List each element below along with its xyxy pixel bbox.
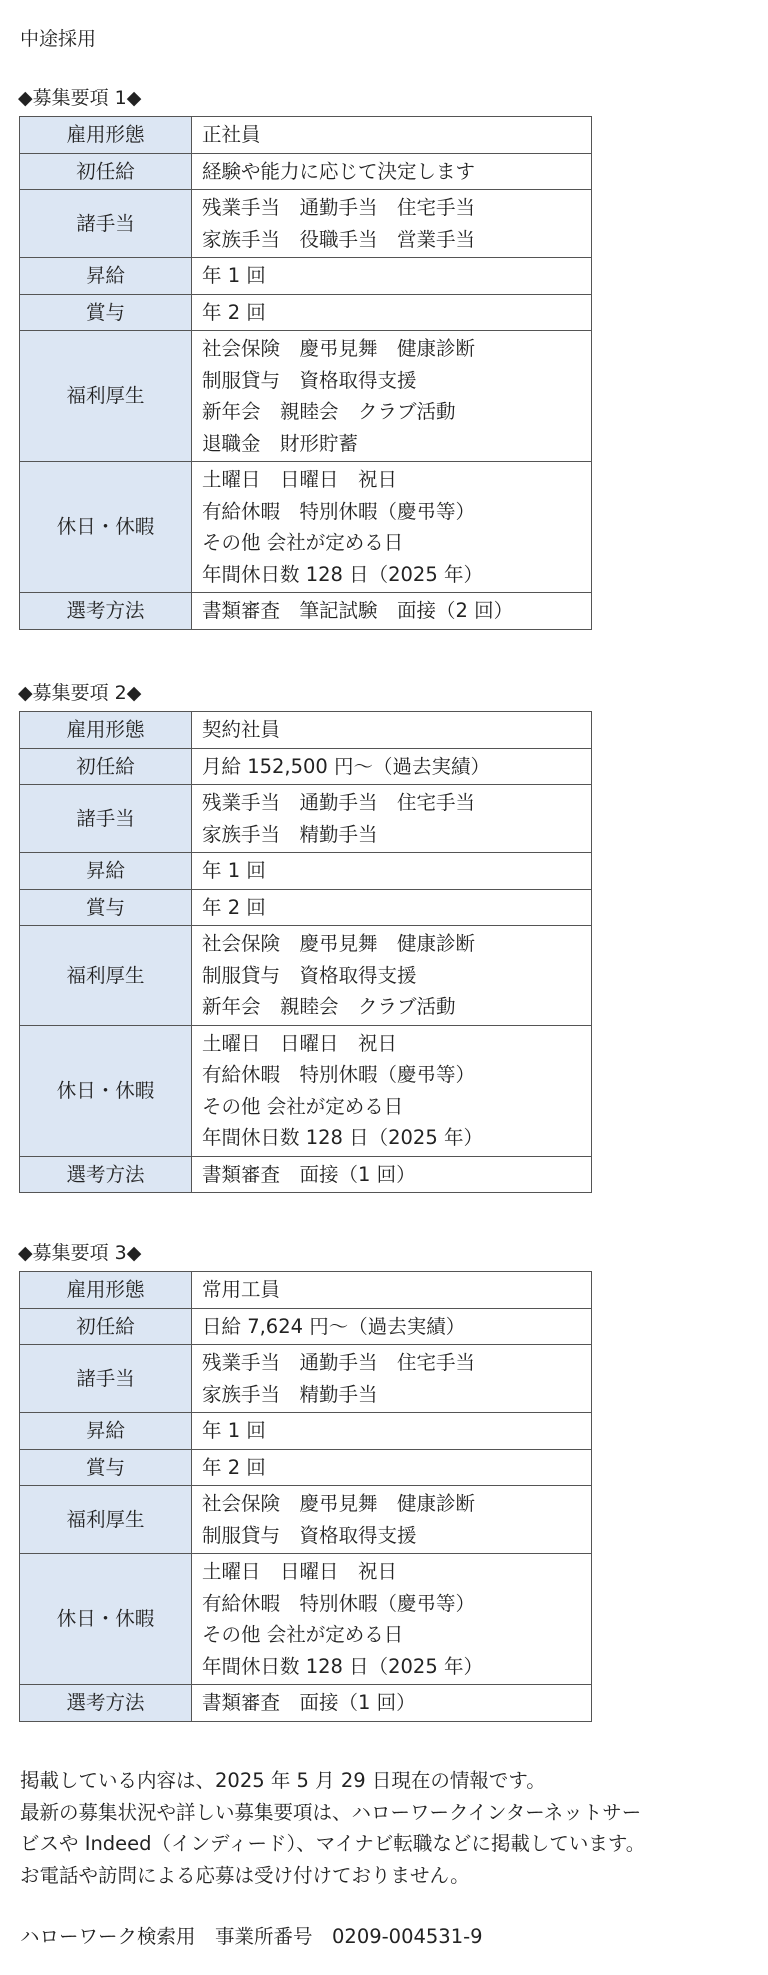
section-title-1: ◆募集要項 1◆ <box>18 87 142 109</box>
row-label: 選考方法 <box>20 1156 192 1193</box>
row-label: 休日・休暇 <box>20 1554 192 1685</box>
value-line: 家族手当 精勤手当 <box>202 822 378 846</box>
notice-line: ビスや Indeed（インディード）、マイナビ転職などに掲載しています。 <box>20 1832 646 1855</box>
row-label: 休日・休暇 <box>20 462 192 593</box>
table-row <box>20 117 592 154</box>
row-label: 昇給 <box>20 853 192 890</box>
table-row <box>20 1308 592 1345</box>
row-label: 休日・休暇 <box>20 1025 192 1156</box>
row-label: 諸手当 <box>20 785 192 853</box>
row-value <box>192 1685 592 1722</box>
notice-text <box>20 1765 645 1891</box>
row-value <box>192 331 592 462</box>
value-line: 年間休日数 128 日（2025 年） <box>202 1126 483 1149</box>
value-line: 契約社員 <box>202 718 281 741</box>
table-row <box>20 712 592 749</box>
value-line: その他 会社が定める日 <box>202 531 404 554</box>
value-line: 正社員 <box>202 123 261 146</box>
row-value <box>192 712 592 749</box>
row-value <box>192 1486 592 1554</box>
row-value <box>192 190 592 258</box>
value-line: 年 2 回 <box>202 300 266 324</box>
table-row <box>20 1486 592 1554</box>
value-line: 制服貸与 資格取得支援 <box>202 1523 417 1547</box>
value-line: 年 2 回 <box>202 1455 266 1479</box>
row-value <box>192 593 592 630</box>
row-value <box>192 462 592 593</box>
section-title-2: ◆募集要項 2◆ <box>18 682 142 704</box>
value-line: 社会保険 慶弔見舞 健康診断 <box>202 932 476 955</box>
table-row <box>20 785 592 853</box>
row-value <box>192 1025 592 1156</box>
row-label: 初任給 <box>20 1308 192 1345</box>
requirements-table-3 <box>19 1271 592 1722</box>
row-value <box>192 153 592 190</box>
row-value <box>192 926 592 1026</box>
value-line: 新年会 親睦会 クラブ活動 <box>202 400 456 423</box>
office-number: ハローワーク検索用 事業所番号 0209-004531-9 <box>20 1925 483 1948</box>
table-row <box>20 1025 592 1156</box>
table-row <box>20 1272 592 1309</box>
row-label: 雇用形態 <box>20 712 192 749</box>
row-value <box>192 1345 592 1413</box>
value-line: 新年会 親睦会 クラブ活動 <box>202 995 456 1018</box>
value-line: 残業手当 通勤手当 住宅手当 <box>202 1351 476 1374</box>
table-row <box>20 1449 592 1486</box>
table-row <box>20 1685 592 1722</box>
row-label: 諸手当 <box>20 1345 192 1413</box>
table-row <box>20 889 592 926</box>
notice-line: お電話や訪問による応募は受け付けておりません。 <box>20 1863 470 1887</box>
row-label: 賞与 <box>20 889 192 926</box>
section-title-3: ◆募集要項 3◆ <box>18 1242 142 1264</box>
value-line: 家族手当 精勤手当 <box>202 1382 378 1406</box>
row-value <box>192 1308 592 1345</box>
row-label: 雇用形態 <box>20 117 192 154</box>
value-line: 書類審査 面接（1 回） <box>202 1691 416 1714</box>
table-row <box>20 593 592 630</box>
value-line: その他 会社が定める日 <box>202 1094 404 1118</box>
value-line: 土曜日 日曜日 祝日 <box>202 1560 398 1583</box>
row-label: 賞与 <box>20 1449 192 1486</box>
table-row <box>20 1345 592 1413</box>
row-value <box>192 1413 592 1450</box>
value-line: 年 2 回 <box>202 895 266 919</box>
table-row <box>20 926 592 1026</box>
notice-line: 最新の募集状況や詳しい募集要項は、ハローワークインターネットサー <box>20 1800 642 1824</box>
row-label: 諸手当 <box>20 190 192 258</box>
row-value <box>192 748 592 785</box>
row-label: 選考方法 <box>20 593 192 630</box>
table-row <box>20 462 592 593</box>
value-line: 土曜日 日曜日 祝日 <box>202 468 398 491</box>
row-value <box>192 889 592 926</box>
row-label: 雇用形態 <box>20 1272 192 1309</box>
table-row <box>20 294 592 331</box>
table-row <box>20 1413 592 1450</box>
value-line: 有給休暇 特別休暇（慶弔等） <box>202 1591 476 1615</box>
value-line: 年 1 回 <box>202 1419 266 1442</box>
row-label: 選考方法 <box>20 1685 192 1722</box>
table-row <box>20 153 592 190</box>
table-row <box>20 1156 592 1193</box>
value-line: 残業手当 通勤手当 住宅手当 <box>202 791 476 814</box>
value-line: 年 1 回 <box>202 859 266 882</box>
row-label: 福利厚生 <box>20 926 192 1026</box>
row-label: 初任給 <box>20 748 192 785</box>
row-value <box>192 853 592 890</box>
row-label: 賞与 <box>20 294 192 331</box>
table-row <box>20 331 592 462</box>
requirements-table-2 <box>19 711 592 1193</box>
value-line: 常用工員 <box>202 1278 281 1301</box>
value-line: 家族手当 役職手当 営業手当 <box>202 227 476 251</box>
value-line: 日給 7,624 円～（過去実績） <box>202 1314 466 1338</box>
row-value <box>192 258 592 295</box>
value-line: 書類審査 面接（1 回） <box>202 1162 416 1186</box>
value-line: 社会保険 慶弔見舞 健康診断 <box>202 1492 476 1515</box>
value-line: 書類審査 筆記試験 面接（2 回） <box>202 599 514 622</box>
value-line: その他 会社が定める日 <box>202 1623 404 1646</box>
table-row <box>20 190 592 258</box>
row-value <box>192 1272 592 1309</box>
notice-line: 掲載している内容は、2025 年 5 月 29 日現在の情報です。 <box>20 1769 546 1792</box>
value-line: 土曜日 日曜日 祝日 <box>202 1031 398 1055</box>
row-value <box>192 294 592 331</box>
row-label: 初任給 <box>20 153 192 190</box>
value-line: 退職金 財形貯蓄 <box>202 431 359 455</box>
row-value <box>192 117 592 154</box>
requirements-table-1 <box>19 116 592 630</box>
value-line: 年 1 回 <box>202 264 266 287</box>
value-line: 社会保険 慶弔見舞 健康診断 <box>202 337 476 360</box>
value-line: 年間休日数 128 日（2025 年） <box>202 1654 483 1678</box>
table-row <box>20 1554 592 1685</box>
table-row <box>20 258 592 295</box>
page-heading: 中途採用 <box>20 28 97 50</box>
row-label: 福利厚生 <box>20 331 192 462</box>
value-line: 経験や能力に応じて決定します <box>202 159 476 183</box>
value-line: 月給 152,500 円～（過去実績） <box>202 754 491 778</box>
table-row <box>20 853 592 890</box>
value-line: 有給休暇 特別休暇（慶弔等） <box>202 499 476 523</box>
row-label: 昇給 <box>20 258 192 295</box>
value-line: 有給休暇 特別休暇（慶弔等） <box>202 1063 476 1086</box>
row-label: 昇給 <box>20 1413 192 1450</box>
row-value <box>192 1449 592 1486</box>
value-line: 残業手当 通勤手当 住宅手当 <box>202 196 476 219</box>
value-line: 年間休日数 128 日（2025 年） <box>202 562 483 586</box>
value-line: 制服貸与 資格取得支援 <box>202 963 417 987</box>
row-value <box>192 1554 592 1685</box>
row-value <box>192 785 592 853</box>
row-value <box>192 1156 592 1193</box>
table-row <box>20 748 592 785</box>
value-line: 制服貸与 資格取得支援 <box>202 368 417 392</box>
row-label: 福利厚生 <box>20 1486 192 1554</box>
